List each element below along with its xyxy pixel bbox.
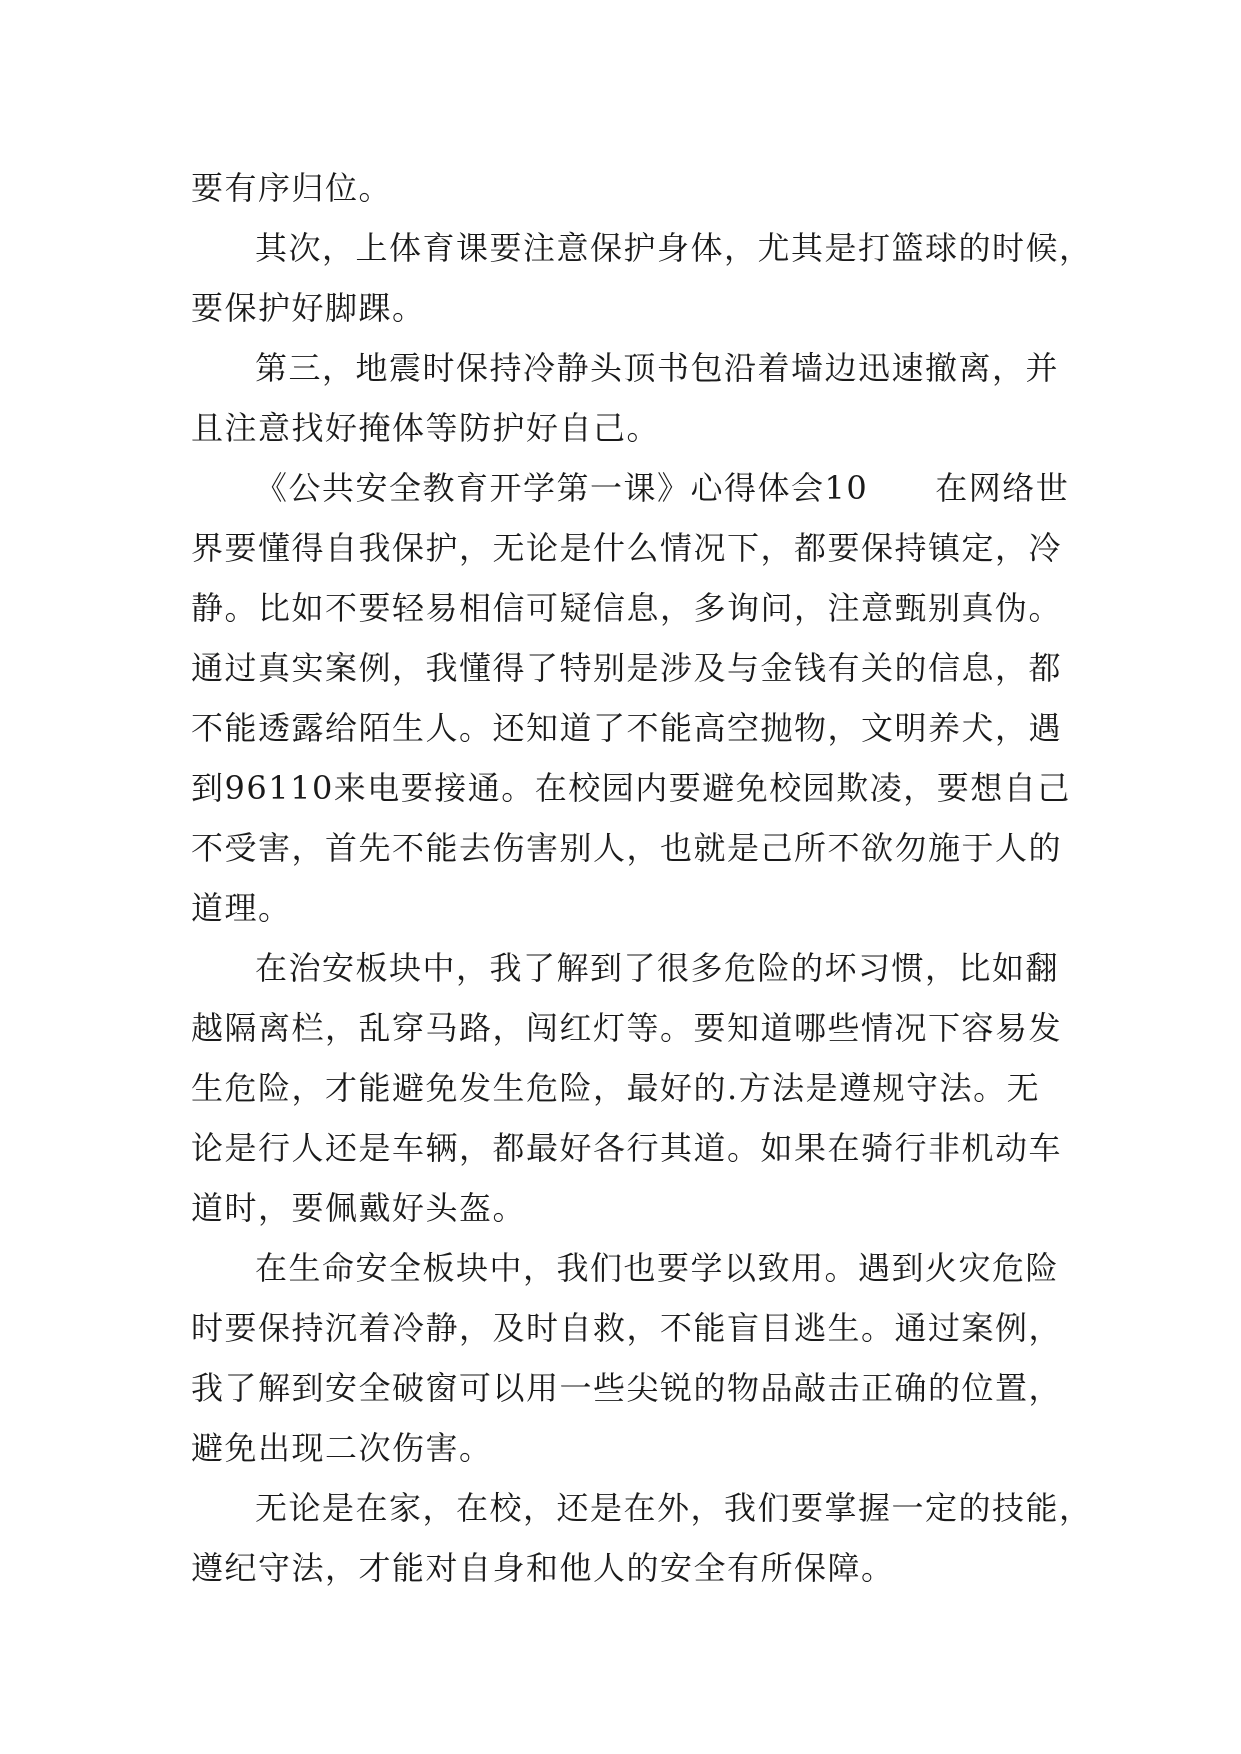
text-line: 在治安板块中，我了解到了很多危险的坏习惯，比如翻 [255, 949, 1060, 987]
text-line: 静。比如不要轻易相信可疑信息，多询问，注意甄别真伪。 [191, 589, 1063, 627]
document-body [191, 158, 1093, 1598]
text-line: 道理。 [191, 889, 292, 927]
text-line: 无论是在家，在校，还是在外，我们要掌握一定的技能， [255, 1489, 1093, 1527]
text-line: 在生命安全板块中，我们也要学以致用。遇到火灾危险 [255, 1249, 1060, 1287]
text-line: 道时，要佩戴好头盔。 [191, 1189, 527, 1227]
text-line: 到96110来电要接通。在校园内要避免校园欺凌，要想自己 [191, 769, 1071, 807]
text-line: 第三，地震时保持冷静头顶书包沿着墙边迅速撤离，并 [255, 349, 1060, 387]
text-line: 要保护好脚踝。 [191, 289, 426, 327]
text-line: 遵纪守法，才能对自身和他人的安全有所保障。 [191, 1549, 895, 1587]
text-line: 且注意找好掩体等防护好自己。 [191, 409, 661, 447]
text-line: 不能透露给陌生人。还知道了不能高空抛物，文明养犬，遇 [191, 709, 1063, 747]
text-line: 时要保持沉着冷静，及时自救，不能盲目逃生。通过案例， [191, 1309, 1063, 1347]
text-line: 生危险，才能避免发生危险，最好的.方法是遵规守法。无 [191, 1069, 1041, 1107]
text-line: 我了解到安全破窗可以用一些尖锐的物品敲击正确的位置， [191, 1369, 1063, 1407]
text-line: 避免出现二次伤害。 [191, 1429, 493, 1467]
text-line: 其次，上体育课要注意保护身体，尤其是打篮球的时候， [255, 229, 1093, 267]
text-line: 越隔离栏，乱穿马路，闯红灯等。要知道哪些情况下容易发 [191, 1009, 1063, 1047]
text-line: 《公共安全教育开学第一课》心得体会10 在网络世 [255, 469, 1070, 507]
text-line: 不受害，首先不能去伤害别人，也就是己所不欲勿施于人的 [191, 829, 1063, 867]
text-line: 论是行人还是车辆，都最好各行其道。如果在骑行非机动车 [191, 1129, 1063, 1167]
text-line: 要有序归位。 [191, 169, 393, 207]
text-line: 界要懂得自我保护，无论是什么情况下，都要保持镇定，冷 [191, 529, 1063, 567]
text-line: 通过真实案例，我懂得了特别是涉及与金钱有关的信息，都 [191, 649, 1063, 687]
